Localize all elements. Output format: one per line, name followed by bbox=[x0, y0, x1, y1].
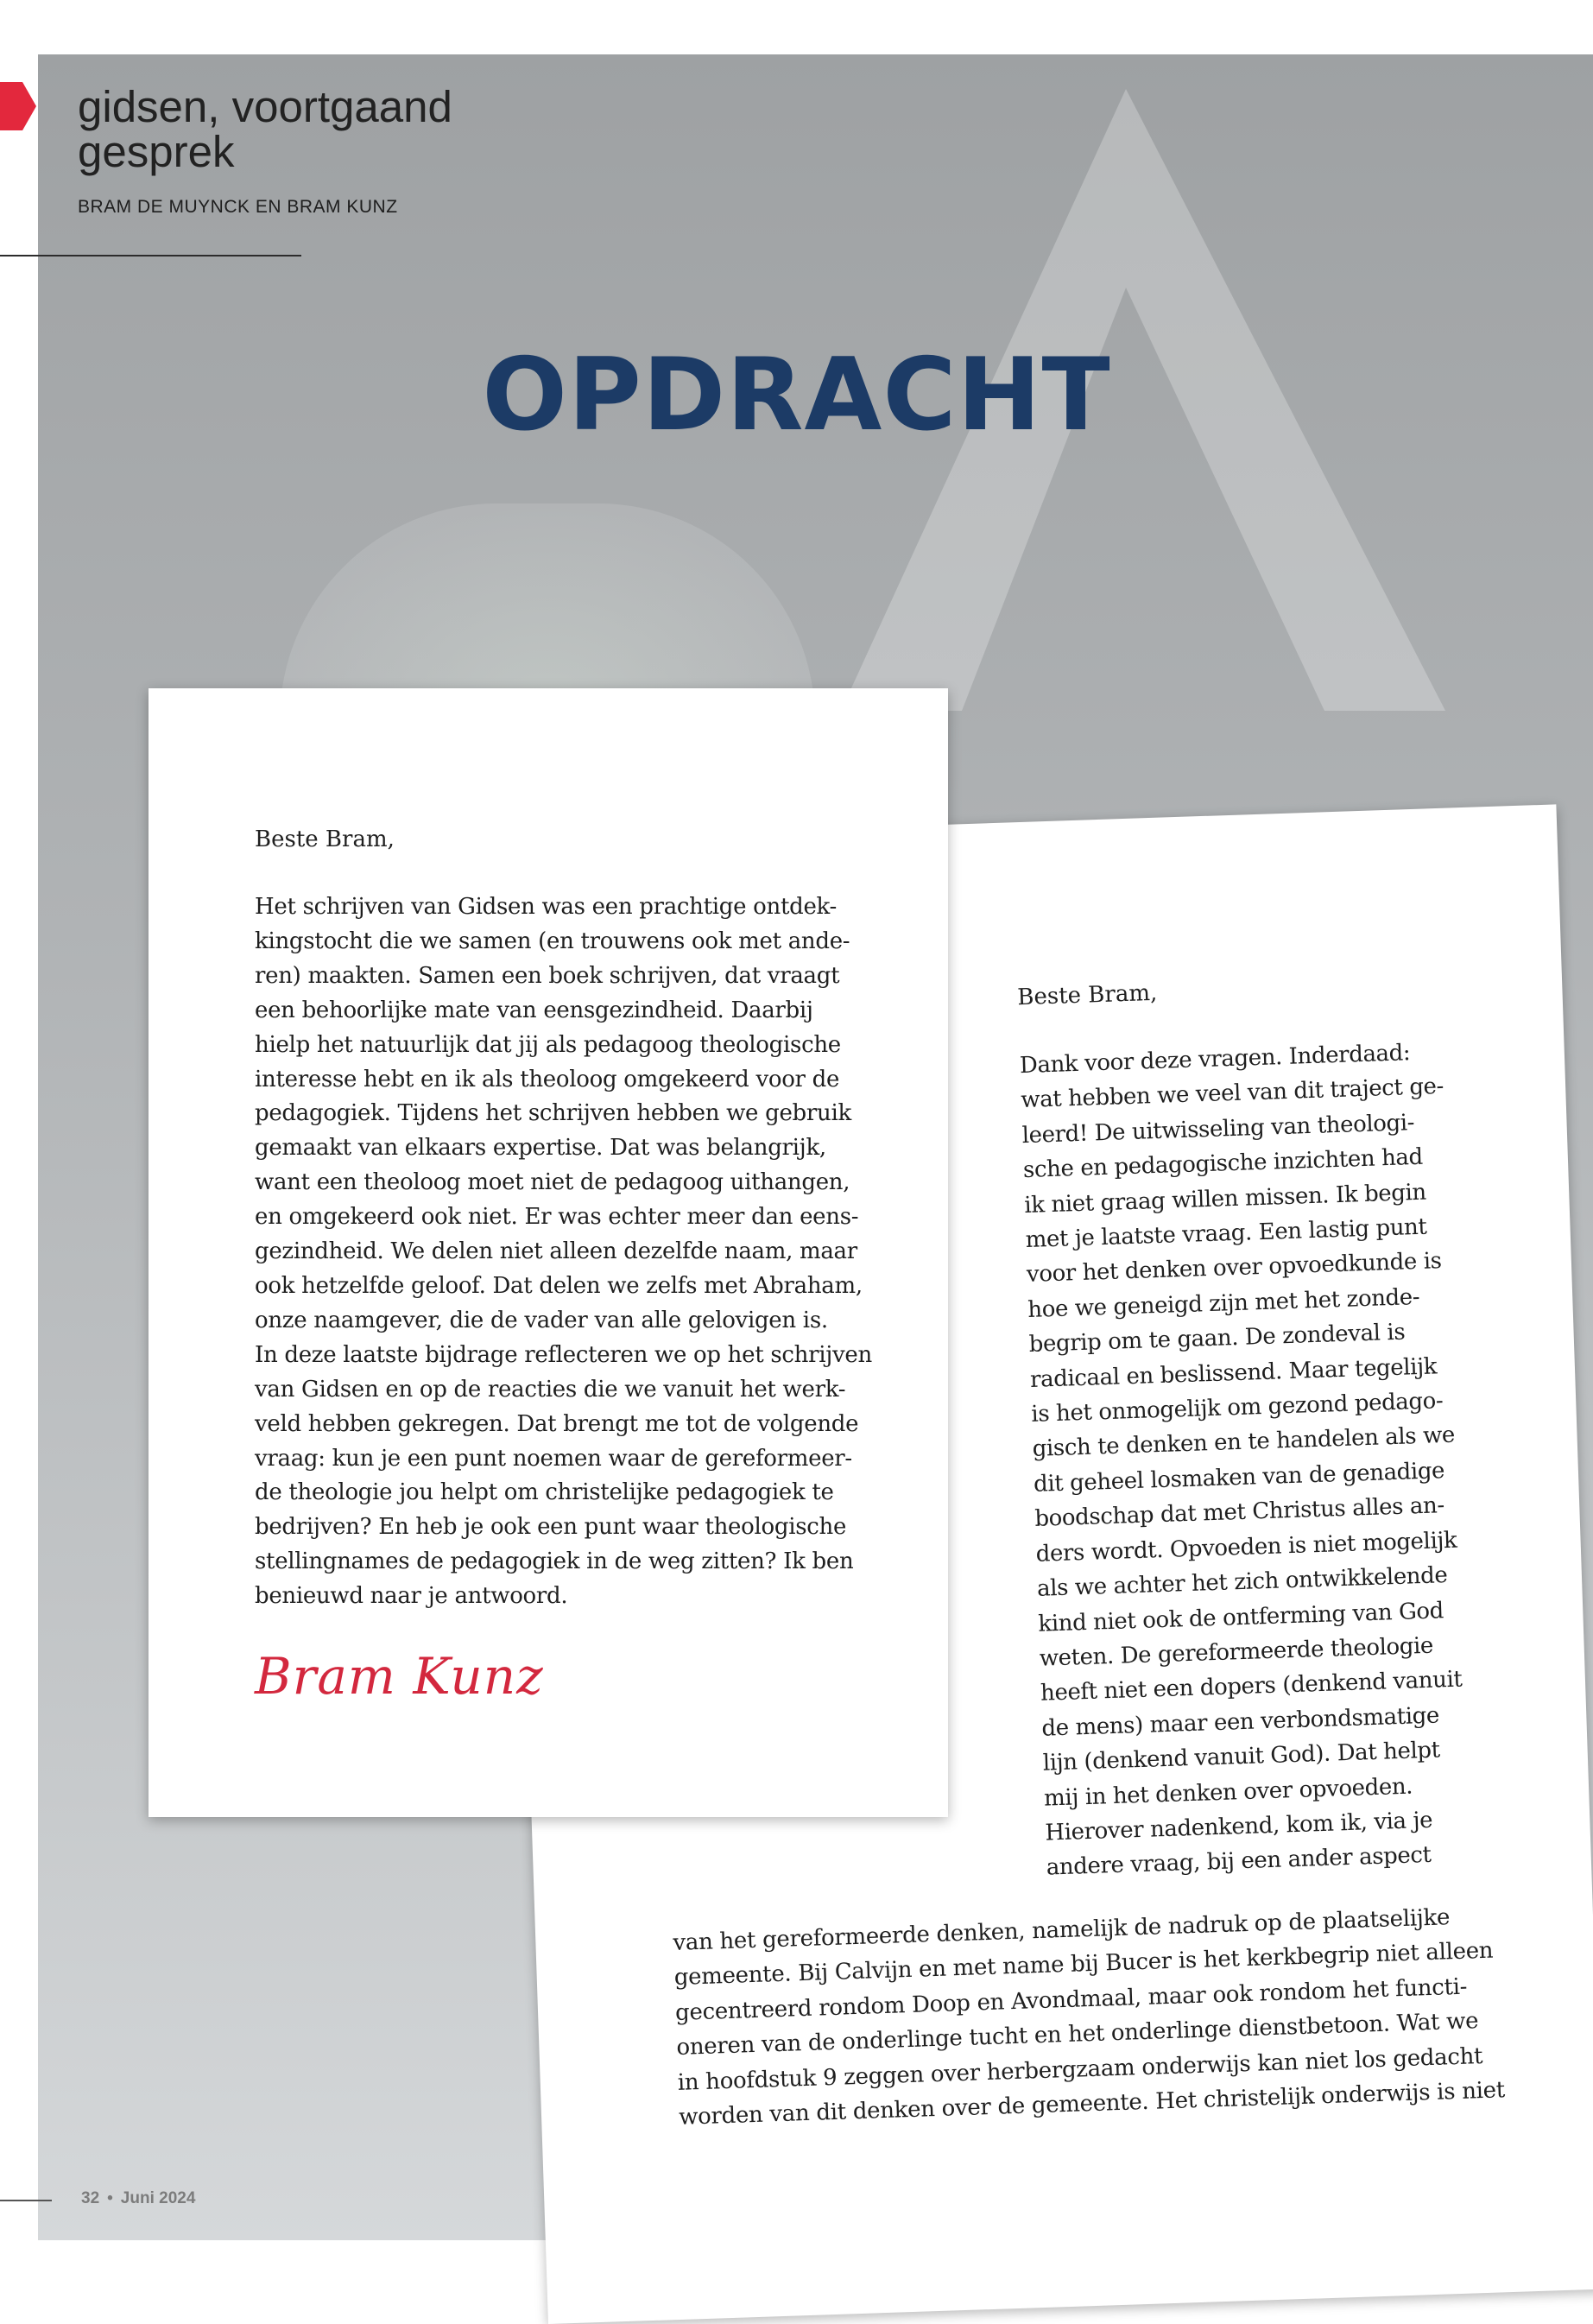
section-title-line1: gidsen, voortgaand bbox=[78, 82, 452, 131]
letter-reply-body-column: Dank voor deze vragen. Inderdaad: wat hebben we veel van dit traject ge- leerd! De uitwisseling van theologi- sche en pedagogische inzichten had ik niet graag willen missen. Ik begin met je laatste vraag. Een lastig punt voor het denken over opvoedkunde is hoe we geneigd zijn met het zonde- begrip om te gaan. De zondeval is radicaal en beslissend. Maar tegelijk is het onmogelijk om gezond pedago- gisch te denken en te handelen als we dit geheel losmaken van de genadige boodschap dat met Christus alles an- ders wordt. Opvoeden is niet mogelijk als we achter het zich ontwikkelende kind niet ook de ontferming van God weten. De gereformeerde theologie heeft niet een dopers (denkend vanuit de mens) maar een verbondsmatige lijn (denkend vanuit God). Dat helpt mij in het denken over opvoeden. Hierover nadenkend, kom ik, via je andere vraag, bij een ander aspect bbox=[1019, 1040, 1463, 1881]
section-title bbox=[78, 82, 561, 176]
footer-rule bbox=[0, 2200, 52, 2201]
letter-reply-greeting: Beste Bram, bbox=[1016, 979, 1158, 1011]
section-marker bbox=[0, 82, 36, 130]
letter-reply-body-wide: van het gereformeerde denken, namelijk de nadruk op de plaatselijke gemeente. Bij Calvijn en met name bij Bucer is het kerkbegrip niet alleen gecentreerd rondom Doop en Avondmaal, maar ook rondom het functi- oneren van de onderlinge tucht en het onderlinge dienstbetoon. Wat we in hoofdstuk 9 zeggen over herbergzaam onderwijs kan niet los gedacht worden van dit denken over de gemeente. Het christelijk onderwijs is niet bbox=[672, 1904, 1506, 2131]
issue-date: Juni 2024 bbox=[120, 2189, 196, 2207]
footer-separator: • bbox=[107, 2189, 113, 2207]
letter-first-greeting: Beste Bram, bbox=[255, 826, 395, 852]
letter-first-body: Het schrijven van Gidsen was een prachtige ontdek- kingstocht die we samen (en trouwens ook met ande- ren) maakten. Samen een boek schrijven, dat vraagt een behoorlijke mate van eensgezindheid. Daarbij hielp het natuurlijk dat jij als pedagoog theologische interesse hebt en ik als theoloog omgekeerd voor de pedagogiek. Tijdens het schrijven hebben we gebruik gemaakt van elkaars expertise. Dat was belangrijk, want een theoloog moet niet de pedagoog uithangen, en omgekeerd ook niet. Er was echter meer dan eens- gezindheid. We delen niet alleen dezelfde naam, maar ook hetzelfde geloof. Dat delen we zelfs met Abraham, onze naamgever, die de vader van alle gelovigen is. In deze laatste bijdrage reflecteren we op het schrijven van Gidsen en op de reacties die we vanuit het werk- veld hebben gekregen. Dat brengt me tot de volgende vraag: kun je een punt noemen waar de gereformeer- de theologie jou helpt om christelijke pedagogiek te bedrijven? En heb je ook een punt waar theologische stellingnames de pedagogiek in de weg zitten? Ik ben benieuwd naar je antwoord. bbox=[255, 894, 872, 1610]
page-number: 32 bbox=[81, 2189, 100, 2207]
authors-byline: BRAM DE MUYNCK EN BRAM KUNZ bbox=[78, 197, 398, 217]
page-footer bbox=[81, 2189, 195, 2208]
divider-rule bbox=[0, 255, 301, 256]
headline: OPDRACHT bbox=[482, 337, 1111, 453]
signature: Bram Kunz bbox=[255, 1647, 544, 1706]
letter-first bbox=[149, 688, 948, 1817]
section-title-line2: gesprek bbox=[78, 127, 235, 176]
